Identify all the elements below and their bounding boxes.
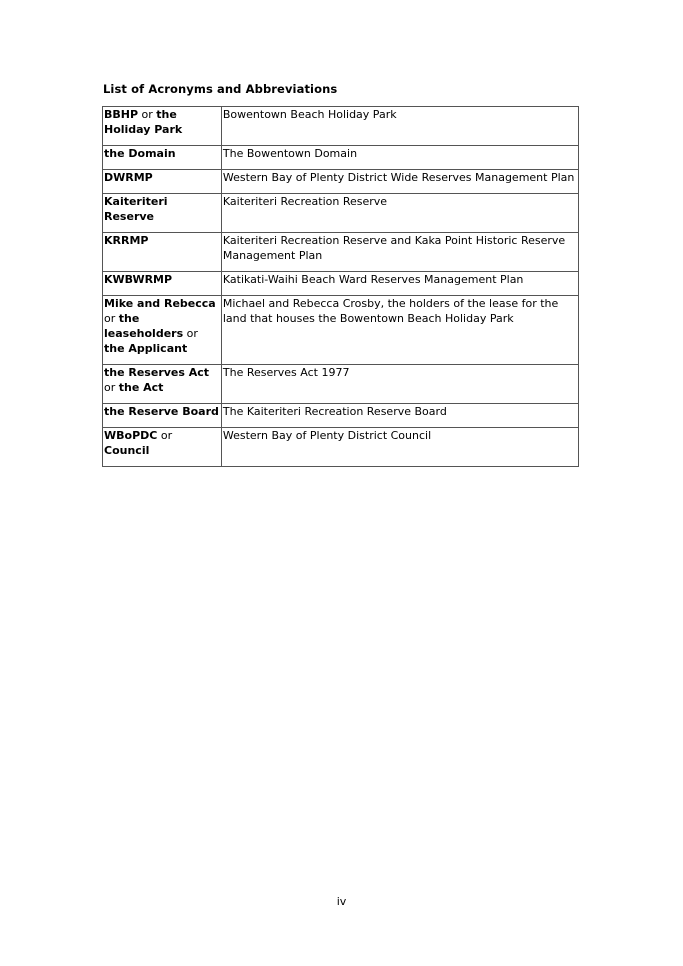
term-part: WBoPDC [104, 429, 158, 442]
term-part: Council [104, 444, 150, 457]
term-part: the Reserve Board [104, 405, 219, 418]
term-cell [103, 404, 222, 428]
term-cell [103, 107, 222, 146]
table-row [103, 170, 579, 194]
term-part: or [104, 381, 119, 394]
definition-cell: Bowentown Beach Holiday Park [221, 107, 578, 146]
table-row [103, 404, 579, 428]
table-row [103, 272, 579, 296]
term-cell [103, 170, 222, 194]
definition-cell: The Bowentown Domain [221, 146, 578, 170]
page-heading: List of Acronyms and Abbreviations [103, 82, 338, 96]
term-part: the Holiday Park [104, 108, 183, 136]
term-part: or [104, 312, 119, 325]
acronyms-table-body [103, 107, 579, 467]
table-row [103, 428, 579, 467]
term-part: Mike and Rebecca [104, 297, 216, 310]
definition-cell: The Kaiteriteri Recreation Reserve Board [221, 404, 578, 428]
term-part: the Act [118, 381, 164, 394]
term-part: or [138, 108, 157, 121]
term-part: DWRMP [104, 171, 153, 184]
term-cell [103, 146, 222, 170]
acronyms-table [102, 106, 579, 467]
term-part: KWBWRMP [104, 273, 173, 286]
term-part: the leaseholders [104, 312, 184, 340]
term-part: the Domain [104, 147, 176, 160]
term-part: KRRMP [104, 234, 149, 247]
definition-cell: Kaiteriteri Recreation Reserve and Kaka Point Historic Reserve Management Plan [221, 233, 578, 272]
table-row [103, 365, 579, 404]
term-cell [103, 428, 222, 467]
table-row [103, 296, 579, 365]
term-cell [103, 272, 222, 296]
definition-cell: Katikati-Waihi Beach Ward Reserves Management Plan [221, 272, 578, 296]
term-cell [103, 296, 222, 365]
definition-cell: Kaiteriteri Recreation Reserve [221, 194, 578, 233]
page-number: iv [336, 895, 347, 908]
definition-cell: Western Bay of Plenty District Wide Reserves Management Plan [221, 170, 578, 194]
term-part: or [183, 327, 198, 340]
definition-cell: Michael and Rebecca Crosby, the holders of the lease for the land that houses the Bowentown Beach Holiday Park [221, 296, 578, 365]
term-cell [103, 194, 222, 233]
term-part: BBHP [104, 108, 139, 121]
term-cell [103, 233, 222, 272]
table-row [103, 146, 579, 170]
term-part: the Applicant [104, 342, 188, 355]
table-row [103, 233, 579, 272]
definition-cell: Western Bay of Plenty District Council [221, 428, 578, 467]
definition-cell: The Reserves Act 1977 [221, 365, 578, 404]
term-cell [103, 365, 222, 404]
table-row [103, 194, 579, 233]
term-part: or [157, 429, 173, 442]
term-part: the Reserves Act [104, 366, 210, 379]
table-row [103, 107, 579, 146]
term-part: Kaiteriteri Reserve [104, 195, 168, 223]
